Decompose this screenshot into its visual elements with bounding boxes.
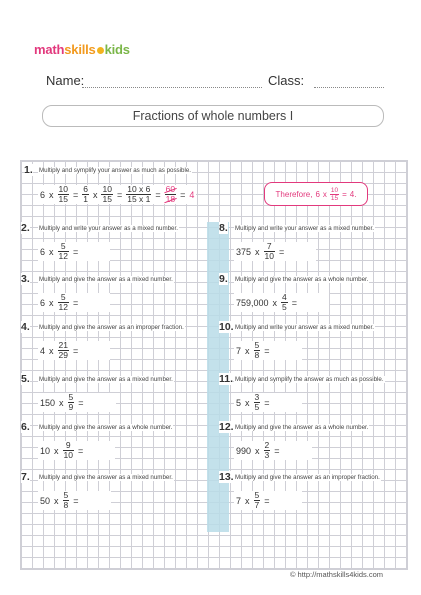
equals-sign: =: [264, 345, 270, 356]
problem-instruction: Multiply and give the answer as a whole number.: [235, 276, 369, 283]
equals-sign: =: [155, 189, 161, 200]
denominator: 5: [282, 302, 287, 312]
denominator: 12: [58, 302, 68, 312]
logo-text-skills: skills: [64, 42, 96, 57]
equals-sign: =: [72, 246, 79, 257]
problem-number: 3.: [21, 273, 30, 285]
fraction: [254, 491, 261, 510]
numerator: 10: [330, 186, 339, 194]
times-sign: x: [322, 189, 327, 199]
times-sign: x: [49, 345, 54, 356]
denominator: 15: [58, 194, 68, 204]
name-label: Name:: [46, 73, 85, 88]
problem-number: 7.: [21, 471, 30, 483]
denominator: 12: [58, 251, 68, 261]
problem-expression: [234, 441, 312, 460]
footer-credit: © http://mathskills4kids.com: [289, 570, 383, 579]
equals-sign: =: [72, 189, 79, 200]
equals-sign: =: [72, 297, 79, 308]
denominator: 10: [264, 251, 274, 261]
problem-number: 10.: [219, 321, 234, 333]
equals-sign: =: [73, 495, 79, 506]
fraction: [264, 242, 275, 261]
numerator: 3: [254, 392, 260, 402]
numerator: 9: [65, 440, 71, 450]
times-sign: x: [245, 345, 250, 356]
problem-expression: [234, 393, 302, 412]
whole-number: 759,000: [236, 297, 269, 308]
problem-instruction: Multiply and give the answer as a mixed number.: [39, 474, 173, 481]
denominator: 15: [330, 194, 339, 202]
therefore-box: [264, 182, 368, 206]
problem-number: 11.: [219, 373, 234, 385]
fraction: [101, 185, 112, 204]
problem-expression: [38, 293, 110, 312]
fraction: [82, 185, 89, 204]
denominator: 1: [83, 194, 88, 204]
denominator: 15 x 1: [127, 194, 151, 204]
numerator: 10: [102, 184, 112, 194]
fraction: [58, 293, 69, 312]
denominator: 3: [264, 450, 270, 460]
numerator: 5: [254, 340, 260, 350]
times-sign: x: [54, 445, 59, 456]
logo-dot-icon: [97, 47, 104, 54]
times-sign: x: [245, 495, 250, 506]
fraction: [63, 441, 74, 460]
numerator: 7: [266, 241, 272, 251]
equals-sign: =: [279, 246, 285, 257]
times-sign: x: [49, 189, 54, 200]
result: 4: [189, 189, 195, 200]
fraction: [63, 491, 70, 510]
fraction: [58, 185, 69, 204]
problem-expression: [234, 293, 329, 312]
problem-instruction: Multiply and give the answer as an improper fraction.: [39, 324, 184, 331]
problem-instruction: Multiply and give the answer as a whole number.: [39, 424, 173, 431]
denominator: 9: [68, 402, 74, 412]
numerator: 5: [60, 292, 66, 302]
therefore-label: Therefore,: [275, 189, 313, 199]
problem-instruction: Multiply and give the answer as a mixed number.: [39, 276, 173, 283]
numerator: 21: [58, 340, 68, 350]
fraction: [330, 187, 339, 202]
equals-sign: =: [342, 189, 347, 199]
problem-instruction: Multiply and give the answer as a mixed number.: [39, 376, 173, 383]
whole-number: 6: [315, 189, 320, 199]
fraction: [126, 185, 151, 204]
denominator: 8: [254, 350, 260, 360]
denominator: 29: [58, 350, 68, 360]
times-sign: x: [255, 445, 260, 456]
equals-sign: =: [78, 397, 84, 408]
numerator: 6: [83, 184, 88, 194]
problem-instruction: Multiply and symplify your answer as much as possible.: [39, 167, 191, 174]
fraction: [281, 293, 288, 312]
problem-expression: [38, 341, 110, 360]
example-expression: [38, 185, 196, 204]
problem-expression: [38, 242, 110, 261]
fraction: [58, 341, 69, 360]
fraction: [254, 393, 261, 412]
whole-number: 6: [40, 246, 46, 257]
problem-instruction: Multiply and symplify the answer as much as possible.: [235, 376, 384, 383]
whole-number: 990: [236, 445, 252, 456]
worksheet-title: Fractions of whole numbers I: [42, 105, 384, 127]
times-sign: x: [54, 495, 59, 506]
whole-number: 10: [40, 445, 51, 456]
denominator: 7: [254, 500, 260, 510]
equals-sign: =: [264, 495, 270, 506]
equals-sign: =: [180, 189, 186, 200]
whole-number: 6: [40, 189, 46, 200]
logo-text-kids: kids: [104, 42, 130, 57]
problem-expression: [38, 441, 115, 460]
numerator: 10: [58, 184, 68, 194]
problem-expression: [234, 341, 302, 360]
fraction: [58, 242, 69, 261]
equals-sign: =: [77, 445, 84, 456]
class-field[interactable]: [314, 87, 384, 88]
denominator: 5: [254, 402, 260, 412]
problem-expression: [38, 491, 111, 510]
numerator: 5: [254, 490, 260, 500]
whole-number: 50: [40, 495, 51, 506]
equals-sign: =: [274, 445, 280, 456]
whole-number: 150: [40, 397, 56, 408]
problem-expression: [38, 393, 116, 412]
problem-number: 6.: [21, 421, 30, 433]
problem-instruction: Multiply and give the answer as a whole number.: [235, 424, 369, 431]
logo: [34, 42, 130, 57]
times-sign: x: [272, 297, 278, 308]
problem-instruction: Multiply and give the answer as an improper fraction.: [235, 474, 380, 481]
class-label: Class:: [268, 73, 305, 88]
problem-instruction: Multiply and write your answer as a mixed number.: [39, 225, 178, 232]
whole-number: 7: [236, 345, 242, 356]
equals-sign: =: [291, 297, 298, 308]
denominator: 15: [102, 194, 112, 204]
name-field[interactable]: [82, 87, 262, 88]
problem-number: 2.: [21, 222, 30, 234]
numerator: 5: [60, 241, 66, 251]
numerator: 5: [68, 392, 74, 402]
left-column-divider: [207, 222, 218, 532]
denominator: 8: [63, 500, 69, 510]
problem-number: 9.: [219, 273, 228, 285]
problem-number: 1.: [24, 164, 33, 176]
times-sign: x: [49, 297, 54, 308]
crossed-fraction: [165, 185, 176, 204]
whole-number: 6: [40, 297, 46, 308]
problem-expression: [234, 491, 302, 510]
numerator: 4: [282, 292, 287, 302]
problem-instruction: Multiply and write your answer as a mixed number.: [235, 225, 374, 232]
problem-number: 4.: [21, 321, 30, 333]
equals-sign: =: [116, 189, 123, 200]
problem-number: 8.: [219, 222, 228, 234]
numerator: 60: [165, 184, 176, 194]
times-sign: x: [49, 246, 54, 257]
problem-number: 13.: [219, 471, 234, 483]
numerator: 10 x 6: [127, 184, 151, 194]
whole-number: 7: [236, 495, 242, 506]
problem-expression: [234, 242, 316, 261]
denominator: 18: [165, 194, 176, 204]
times-sign: x: [92, 189, 98, 200]
problem-number: 5.: [21, 373, 30, 385]
fraction: [264, 441, 271, 460]
equals-sign: =: [264, 397, 270, 408]
whole-number: 4: [40, 345, 46, 356]
fraction: [254, 341, 261, 360]
times-sign: x: [255, 246, 260, 257]
whole-number: 375: [236, 246, 252, 257]
problem-instruction: Multiply and write your answer as a mixed number.: [235, 324, 374, 331]
whole-number: 5: [236, 397, 242, 408]
denominator: 10: [63, 450, 73, 460]
result: 4.: [349, 189, 357, 199]
logo-text-math: math: [34, 42, 65, 57]
numerator: 2: [264, 440, 270, 450]
fraction: [68, 393, 75, 412]
problem-number: 12.: [219, 421, 234, 433]
numerator: 5: [63, 490, 69, 500]
equals-sign: =: [72, 345, 79, 356]
times-sign: x: [245, 397, 250, 408]
times-sign: x: [59, 397, 64, 408]
